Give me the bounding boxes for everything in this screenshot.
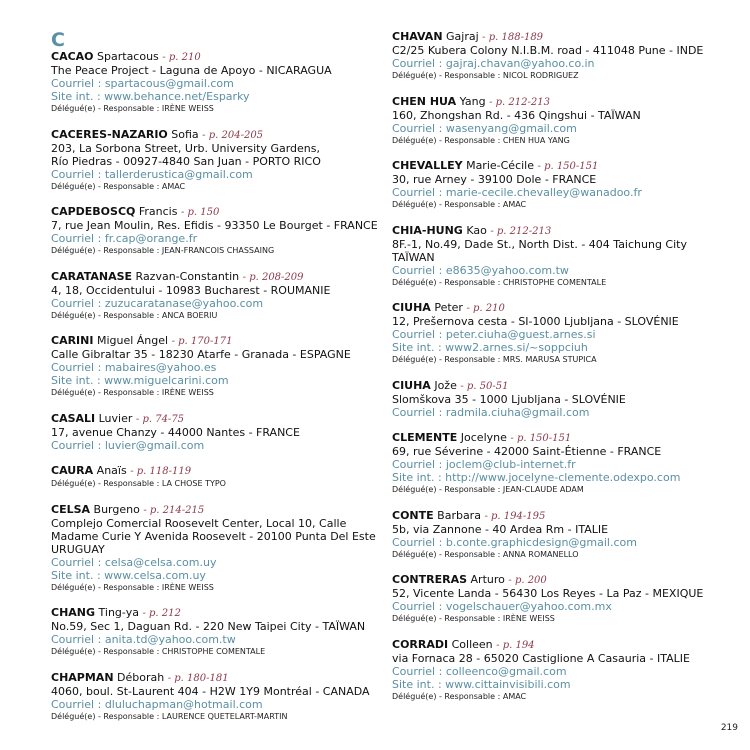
email-label: Courriel : [51,438,105,452]
entry-heading [392,301,737,315]
website-link[interactable]: http://www.jocelyne-clemente.odexpo.com [445,471,681,484]
email-label: Courriel : [392,263,446,277]
website-label: Site int. : [392,677,446,691]
entry-heading [51,464,381,478]
email-line [51,698,381,711]
entry-heading [51,128,381,142]
website-label: Site int. : [51,90,105,103]
email-link[interactable]: gajraj.chavan@yahoo.co.in [445,57,595,70]
artist-surname: CACERES-NAZARIO [51,127,168,141]
page-reference-value: p. 150-151 [544,161,599,172]
address-line: 17, avenue Chanzy - 44000 Nantes - FRANCE [51,425,300,439]
page-reference: - p. 212-213 [489,96,550,108]
directory-entry [392,30,737,82]
page-reference-value: p. 170-171 [178,336,233,347]
delegate-line [51,103,381,115]
email-link[interactable]: b.conte.graphicdesign@gmail.com [445,535,637,549]
page-reference-value: p. 194-195 [491,510,546,522]
page-reference: - p. 50-51 [460,380,509,392]
website-link[interactable]: www2.arnes.si/~soppciuh [445,341,588,354]
entry-heading [392,638,737,652]
email-link[interactable]: joclem@club-internet.fr [445,458,576,471]
entry-heading [51,205,381,219]
page-reference-value: p. 200 [514,575,547,586]
website-line [51,569,381,582]
artist-surname: CARINI [51,334,94,347]
website-line [392,678,737,691]
entry-heading [392,509,737,523]
address-line: 69, rue Séverine - 42000 Saint-Étienne - FRANCE [392,445,662,458]
directory-entry [51,270,381,322]
delegate-name: IRÈNE WEISS [502,614,555,623]
directory-entry [51,606,381,658]
delegate-name: CHRISTOPHE COMENTALE [161,647,266,656]
email-label: Courriel : [392,664,446,678]
artist-surname: CIUHA [392,378,431,392]
delegate-name: JEAN-CLAUDE ADAM [502,485,584,494]
delegate-label: Délégué(e) - Responsable : [51,711,162,721]
artist-surname: CACAO [51,50,94,63]
email-label: Courriel : [51,167,105,181]
email-label: Courriel : [392,535,446,549]
delegate-name: CHEN HUA YANG [502,135,570,145]
address-line: 203, La Sorbona Street, Urb. University Gardens, [51,141,321,155]
directory-entry [51,334,381,399]
address-line: TAÏWAN [392,250,435,264]
artist-surname: CHEN HUA [392,94,457,108]
website-link[interactable]: www.cittainvisibili.com [445,677,571,691]
delegate-name: LAURENCE QUETELART-MARTIN [161,711,288,721]
page-reference: - p. 74-75 [135,413,185,425]
email-label: Courriel : [51,296,105,310]
entry-heading [392,379,737,393]
artist-surname: CAPDEBOSCQ [51,205,136,218]
delegate-name: AMAC [502,200,527,209]
page-reference-value: p. 208-209 [249,271,304,283]
artist-given-name: Déborah [113,670,165,684]
email-line [51,168,381,181]
delegate-line [392,199,737,211]
delegate-line [392,691,737,703]
email-link[interactable]: colleenco@gmail.com [445,664,567,678]
email-line [392,406,737,419]
email-label: Courriel : [51,555,105,569]
page-reference-value: p. 204-205 [208,129,264,141]
entry-heading [51,270,381,284]
email-link[interactable]: mabaires@yahoo.es [104,361,217,374]
page-reference-value: p. 210 [473,303,505,314]
page-reference-value: p. 180-181 [174,672,229,684]
address-line: Complejo Comercial Roosevelt Center, Local 10, Calle [51,516,347,530]
delegate-label: Délégué(e) - Responsable : [51,647,162,656]
delegate-label: Délégué(e) - Responsable : [51,310,162,320]
email-label: Courriel : [51,697,105,711]
website-line [51,90,381,103]
address-line: via Fornaca 28 - 65020 Castiglione A Casauria - ITALIE [392,651,690,665]
website-line [51,374,381,387]
email-link[interactable]: wasenyang@gmail.com [445,121,577,135]
artist-surname: CONTRERAS [392,573,468,586]
directory-entry [51,205,381,257]
delegate-line [392,70,737,82]
delegate-line [51,711,381,723]
delegate-line [392,277,737,289]
page-reference: - p. 118-119 [130,466,192,477]
email-label: Courriel : [392,458,446,471]
page-reference-value: p. 212-213 [496,225,552,237]
email-line [392,328,737,341]
page-reference: - p. 208-209 [242,271,304,283]
page-reference-value: p. 212-213 [495,96,550,108]
delegate-line [392,484,737,496]
delegate-label: Délégué(e) - Responsable : [392,135,503,145]
address-line: 4, 18, Occidentului - 10983 Bucharest - ROUMANIE [51,283,331,297]
delegate-label: Délégué(e) - Responsable : [51,582,162,592]
page-reference-value: p. 150-151 [516,433,572,444]
page-reference: - p. 204-205 [202,129,264,141]
delegate-name: ANCA BOERIU [161,310,218,320]
email-line [392,600,737,613]
address-line: Calle Gibraltar 35 - 18230 Atarfe - Granada - ESPAGNE [51,348,351,361]
artist-surname: CHEVALLEY [392,159,463,172]
email-label: Courriel : [51,77,105,90]
artist-given-name: Miguel Ángel [93,334,169,347]
address-line: Río Piedras - 00927-4840 San Juan - PORTO RICO [51,154,321,168]
website-link[interactable]: www.celsa.com.uy [104,568,206,582]
address-line: 5b, via Zannone - 40 Ardea Rm - ITALIE [392,522,609,536]
page-reference: - p. 194 [496,639,535,651]
page-reference-value: p. 194 [502,639,535,651]
delegate-line [392,613,737,625]
email-label: Courriel : [392,57,446,70]
directory-entry [392,431,737,496]
entry-heading [392,431,737,445]
address-line: The Peace Project - Laguna de Apoyo - NICARAGUA [51,64,332,77]
email-link[interactable]: marie-cecile.chevalley@wanadoo.fr [445,186,642,199]
address-line: 4060, boul. St-Laurent 404 - H2W 1Y9 Montréal - CANADA [51,684,370,698]
directory-entry [51,464,381,490]
left-column [51,30,381,735]
delegate-label: Délégué(e) - Responsable : [51,104,162,113]
email-line [392,122,737,135]
email-line [51,439,381,452]
artist-surname: CHAVAN [392,30,443,43]
artist-given-name: Peter [430,301,463,314]
delegate-line [51,245,381,257]
delegate-label: Délégué(e) - Responsable : [51,479,162,488]
email-label: Courriel : [51,633,105,646]
email-line [51,297,381,310]
email-line [51,556,381,569]
address-line: Madame Curie Y Avenida Roosevelt - 20100 Punta Del Este [51,529,376,543]
page-reference: - p. 170-171 [171,336,233,347]
entry-heading [392,30,737,44]
artist-given-name: Sofia [167,127,199,141]
email-link[interactable]: spartacous@gmail.com [104,77,234,90]
email-label: Courriel : [392,186,446,199]
email-link[interactable]: vogelschauer@yahoo.com.mx [445,600,612,613]
page-reference-value: p. 210 [168,52,201,63]
delegate-name: CHRISTOPHE COMENTALE [502,277,607,287]
artist-surname: CHAPMAN [51,670,114,684]
page-reference: - p. 180-181 [167,672,229,684]
address-line: URUGUAY [51,542,105,556]
address-line: 8F.-1, No.49, Dade St., North Dist. - 404 Taichung City [392,237,687,251]
address-line: 30, rue Arney - 39100 Dole - FRANCE [392,173,597,186]
email-label: Courriel : [51,232,105,245]
entry-heading [392,573,737,587]
email-line [51,361,381,374]
artist-given-name: Colleen [448,637,493,651]
entry-heading [51,334,381,348]
email-line [392,665,737,678]
artist-surname: CAURA [51,464,94,477]
delegate-name: ANNA ROMANELLO [502,549,579,559]
address-line: 52, Vicente Landa - 56430 Los Reyes - La Paz - MEXIQUE [392,587,704,600]
email-link[interactable]: e8635@yahoo.com.tw [445,263,569,277]
email-label: Courriel : [392,328,446,341]
directory-entry [392,379,737,419]
artist-given-name: Razvan-Constantin [132,269,240,283]
email-link[interactable]: zuzucaratanase@yahoo.com [104,296,264,310]
website-line [392,341,737,354]
entry-heading [392,159,737,173]
page-number: 219 [720,723,738,733]
page-reference: - p. 214-215 [143,504,205,516]
directory-entry [392,301,737,366]
address-line: No.59, Sec 1, Daguan Rd. - 220 New Taipei City - TAÏWAN [51,620,366,633]
artist-given-name: Luvier [95,411,133,425]
website-label: Site int. : [51,374,105,387]
delegate-line [392,354,737,366]
delegate-line [392,549,737,561]
page-reference-value: p. 212 [149,608,181,619]
email-link[interactable]: radmila.ciuha@gmail.com [445,405,590,419]
delegate-line [51,310,381,322]
artist-surname: CARATANASE [51,269,133,283]
left-entry-list [51,50,381,723]
delegate-line [51,582,381,594]
email-link[interactable]: peter.ciuha@guest.arnes.si [445,328,596,341]
directory-entry [392,95,737,147]
page-reference: - p. 210 [466,303,505,314]
email-label: Courriel : [392,121,446,135]
artist-surname: CHANG [51,606,96,619]
delegate-name: MRS. MARUSA STUPICA [502,355,597,364]
delegate-label: Délégué(e) - Responsable : [392,355,503,364]
directory-entry [51,50,381,115]
email-label: Courriel : [392,405,446,419]
artist-given-name: Kao [462,223,487,237]
artist-given-name: Francis [135,205,178,218]
email-line [392,264,737,277]
directory-entry [51,671,381,723]
page-reference: - p. 150 [180,207,220,218]
delegate-label: Délégué(e) - Responsable : [392,691,503,701]
delegate-label: Délégué(e) - Responsable : [392,71,503,80]
email-line [51,232,381,245]
delegate-name: NICOL RODRIGUEZ [502,71,579,80]
delegate-line [51,478,381,490]
website-link[interactable]: www.miguelcarini.com [104,374,229,387]
email-line [51,77,381,90]
delegate-label: Délégué(e) - Responsable : [392,277,503,287]
email-line [392,57,737,70]
artist-given-name: Jocelyne [457,431,507,444]
page-reference: - p. 200 [508,575,547,586]
address-line: 160, Zhongshan Rd. - 436 Qingshui - TAÏWAN [392,108,641,122]
email-line [51,633,381,646]
website-link[interactable]: www.behance.net/Esparky [104,90,250,103]
page-reference-value: p. 150 [187,207,220,218]
delegate-name: IRÈNE WEISS [161,388,214,397]
email-line [392,186,737,199]
right-column [392,30,737,715]
email-link[interactable]: luvier@gmail.com [104,438,205,452]
email-link[interactable]: dluluchapman@hotmail.com [104,697,263,711]
artist-surname: CIUHA [392,301,431,314]
artist-given-name: Ting-ya [95,606,139,619]
artist-given-name: Gajraj [442,30,479,43]
artist-surname: CORRADI [392,637,449,651]
email-link[interactable]: tallerderustica@gmail.com [104,167,253,181]
delegate-line [51,646,381,658]
address-line: C2/25 Kubera Colony N.I.B.M. road - 411048 Pune - INDE [392,44,704,57]
delegate-name: JEAN-FRANCOIS CHASSAING [161,246,275,255]
artist-surname: CASALI [51,411,96,425]
page-reference-value: p. 50-51 [466,380,509,392]
artist-given-name: Jože [430,378,457,392]
delegate-name: IRÈNE WEISS [161,582,214,592]
website-label: Site int. : [392,341,446,354]
page-reference-value: p. 74-75 [142,413,185,425]
directory-entry [392,159,737,211]
page-reference: - p. 194-195 [484,510,546,522]
page-reference-value: p. 118-119 [136,466,192,477]
page-reference: - p. 150-151 [510,433,572,444]
delegate-name: AMAC [502,691,527,701]
page-reference: - p. 212 [142,608,181,619]
directory-entry [392,638,737,703]
directory-entry [392,224,737,289]
website-label: Site int. : [392,471,446,484]
artist-given-name: Barbara [433,508,481,522]
artist-given-name: Spartacous [93,50,159,63]
page-reference: - p. 212-213 [490,225,552,237]
page-reference: - p. 150-151 [537,161,599,172]
delegate-line [51,181,381,193]
directory-entry [392,573,737,625]
delegate-label: Délégué(e) - Responsable : [51,181,162,191]
artist-surname: CLEMENTE [392,431,458,444]
artist-surname: CHIA-HUNG [392,223,463,237]
delegate-label: Délégué(e) - Responsable : [392,614,503,623]
entry-heading [51,50,381,64]
address-line: 7, rue Jean Moulin, Res. Efidis - 93350 Le Bourget - FRANCE [51,219,378,232]
email-link[interactable]: fr.cap@orange.fr [104,232,198,245]
email-link[interactable]: anita.td@yahoo.com.tw [104,633,236,646]
email-link[interactable]: celsa@celsa.com.uy [104,555,217,569]
website-line [392,471,737,484]
entry-heading [392,95,737,109]
page-reference: - p. 188-189 [482,32,544,43]
artist-given-name: Arturo [467,573,505,586]
delegate-label: Délégué(e) - Responsable : [51,246,162,255]
right-entry-list [392,30,737,703]
email-line [392,536,737,549]
delegate-name: AMAC [161,181,186,191]
entry-heading [51,412,381,426]
page-reference-value: p. 214-215 [149,504,205,516]
artist-given-name: Marie-Cécile [462,159,534,172]
entry-heading [51,606,381,620]
artist-given-name: Burgeno [90,502,140,516]
address-line: 12, Prešernova cesta - SI-1000 Ljubljana - SLOVÉNIE [392,315,679,328]
page-reference: - p. 210 [162,52,201,63]
delegate-label: Délégué(e) - Responsable : [392,200,503,209]
directory-entry [51,128,381,193]
email-label: Courriel : [51,361,105,374]
delegate-name: LA CHOSE TYPO [161,479,226,488]
email-line [392,458,737,471]
delegate-label: Délégué(e) - Responsable : [392,549,503,559]
artist-given-name: Yang [456,94,486,108]
artist-surname: CONTE [392,508,434,522]
artist-given-name: Anaïs [93,464,127,477]
delegate-name: IRÈNE WEISS [161,104,214,113]
section-letter: C [51,29,65,51]
address-line: Slomškova 35 - 1000 Ljubljana - SLOVÉNIE [392,392,626,406]
directory-entry [51,503,381,594]
delegate-label: Délégué(e) - Responsable : [392,485,503,494]
email-label: Courriel : [392,600,446,613]
website-label: Site int. : [51,568,105,582]
artist-surname: CELSA [51,502,91,516]
entry-heading [51,503,381,517]
delegate-line [51,387,381,399]
directory-entry [51,412,381,452]
entry-heading [51,671,381,685]
page-reference-value: p. 188-189 [488,32,544,43]
delegate-line [392,135,737,147]
delegate-label: Délégué(e) - Responsable : [51,388,162,397]
directory-entry [392,509,737,561]
entry-heading [392,224,737,238]
